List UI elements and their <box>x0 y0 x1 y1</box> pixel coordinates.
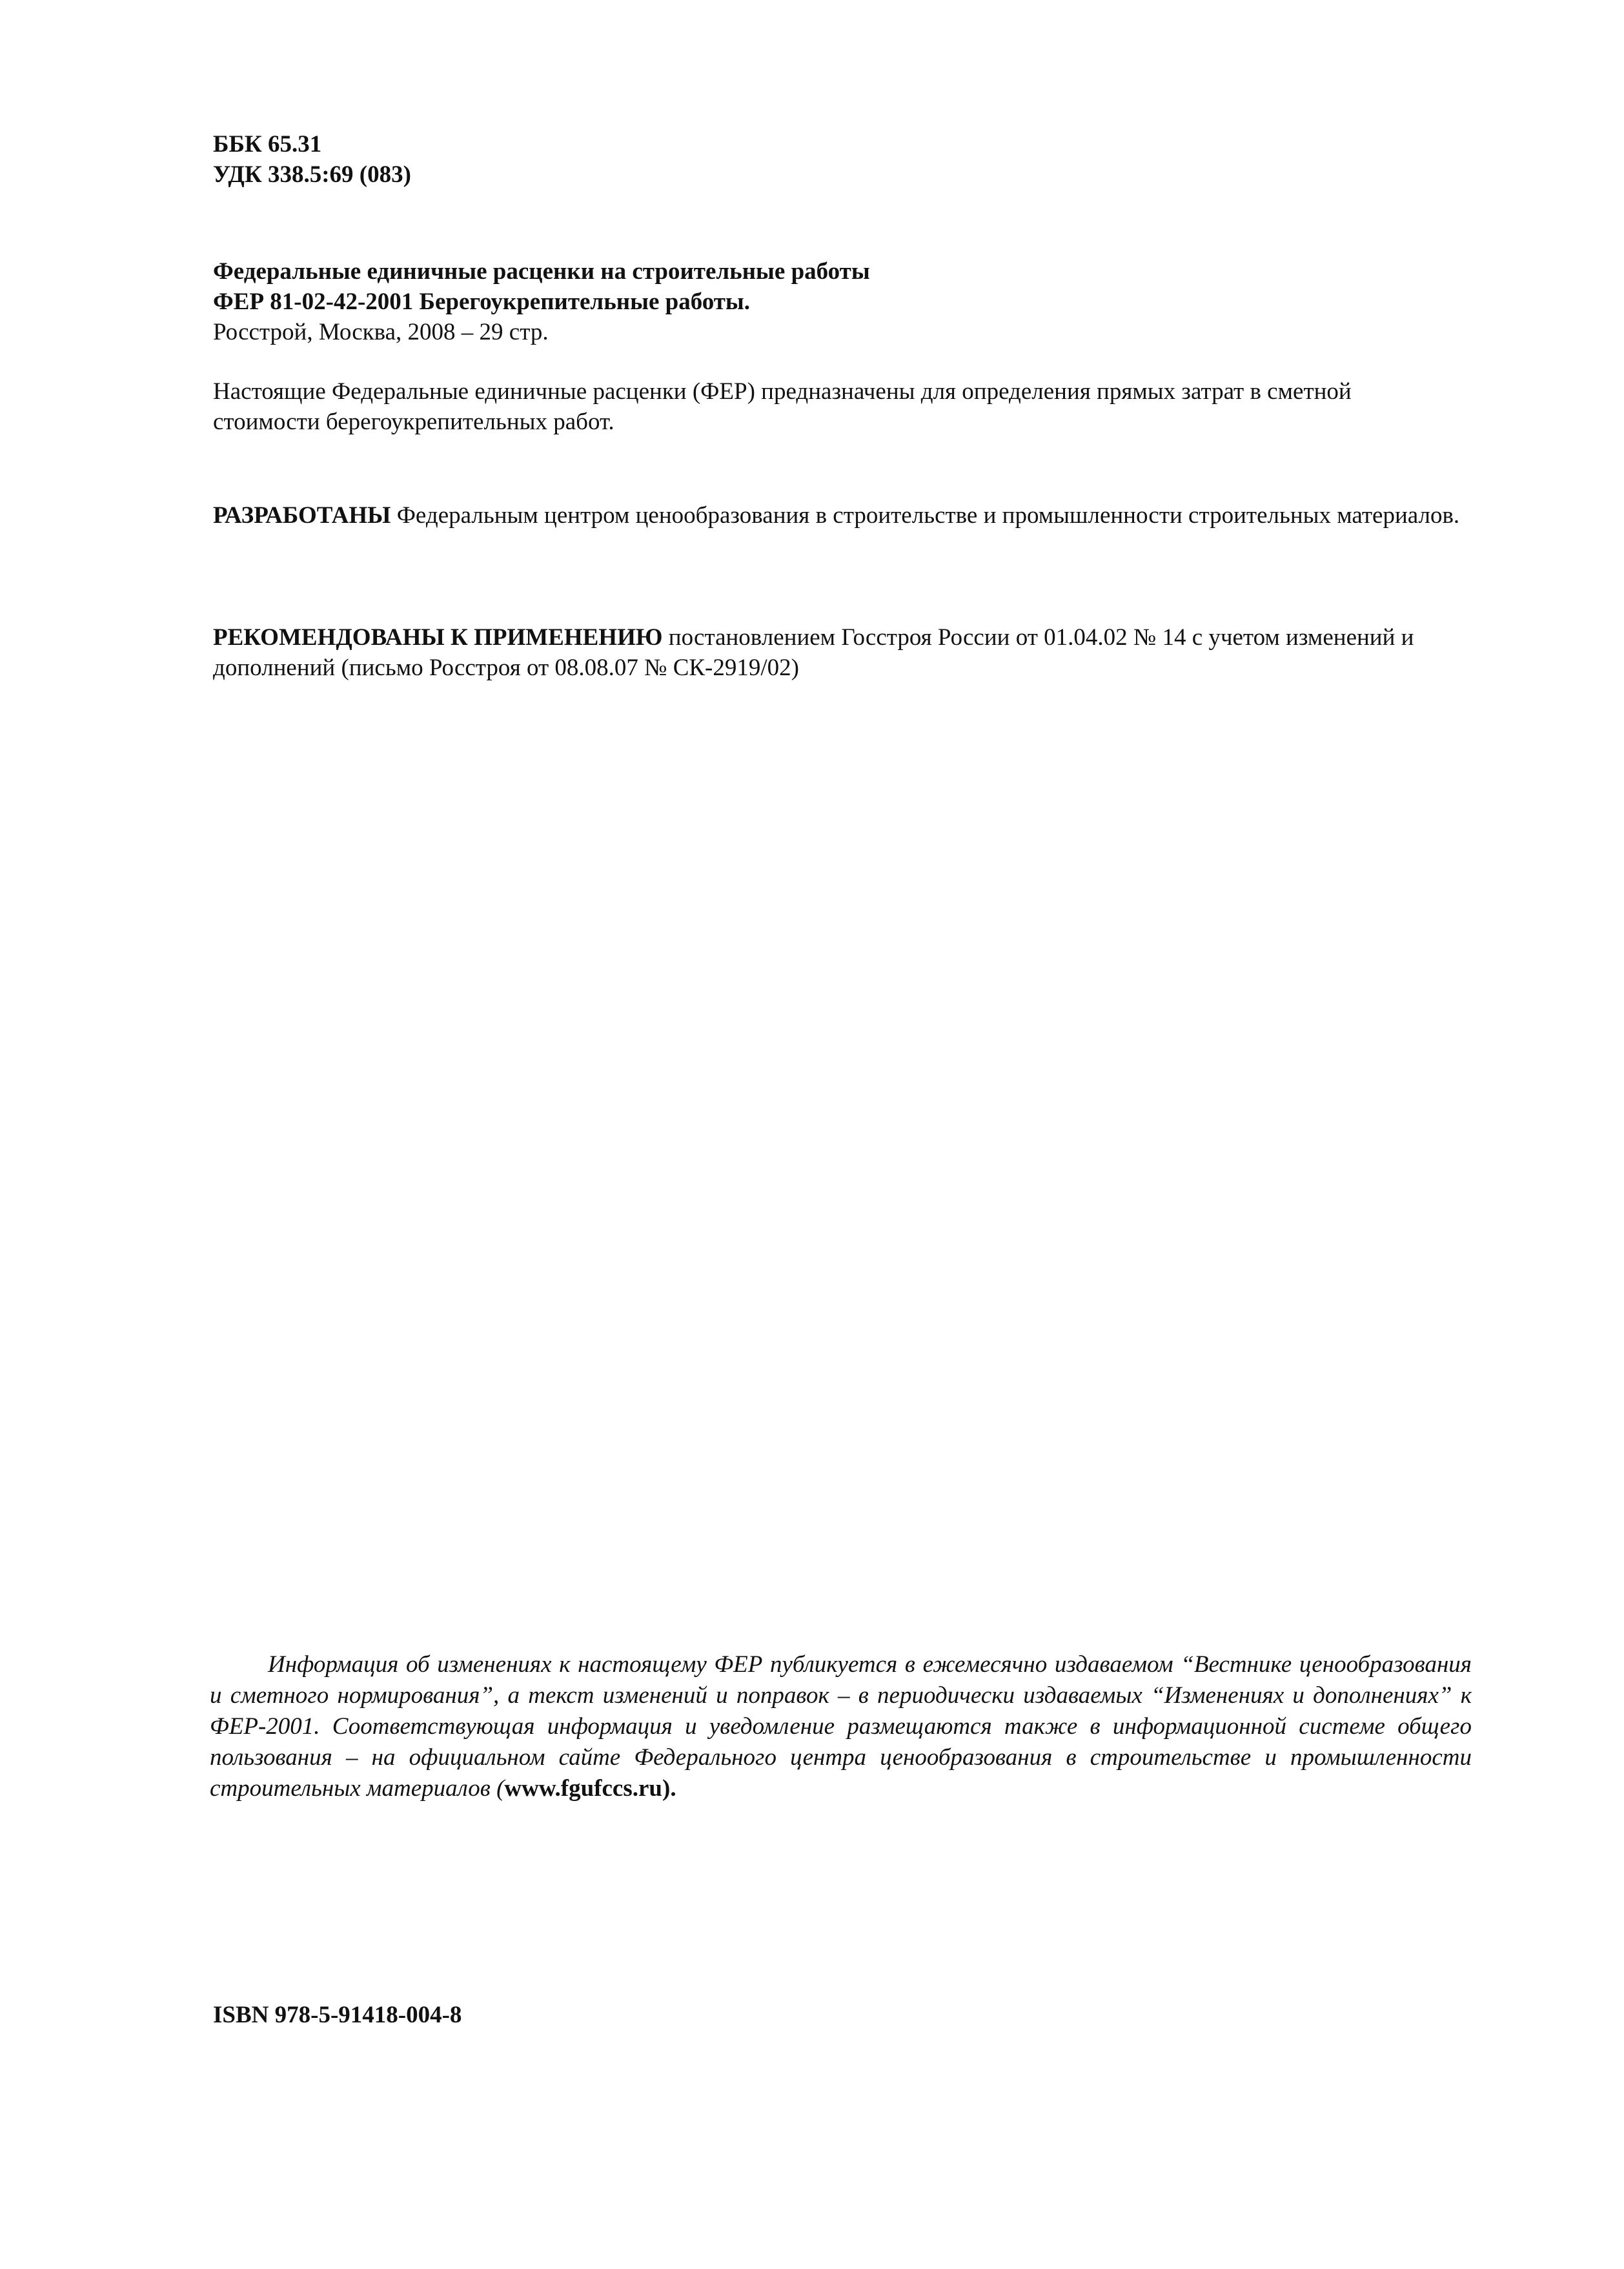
document-subtitle: ФЕР 81-02-42-2001 Берегоукрепительные работы. <box>213 289 751 315</box>
isbn: ISBN 978-5-91418-004-8 <box>213 2002 462 2028</box>
udk-code: УДК 338.5:69 (083) <box>213 161 411 188</box>
recommended-paragraph <box>213 622 1491 683</box>
info-tail: ). <box>662 1775 676 1802</box>
recommended-label: РЕКОМЕНДОВАНЫ К ПРИМЕНЕНИЮ <box>213 624 663 651</box>
document-title: Федеральные единичные расценки на строительные работы <box>213 258 870 285</box>
developed-paragraph <box>213 500 1485 531</box>
publisher-line: Росстрой, Москва, 2008 – 29 стр. <box>213 319 549 345</box>
bbk-code: ББК 65.31 <box>213 131 322 158</box>
developed-text: Федеральным центром ценообразования в строительстве и промышленности строительных материалов. <box>391 502 1460 529</box>
website-link[interactable]: www.fgufccs.ru <box>504 1775 662 1802</box>
info-paragraph <box>210 1649 1472 1804</box>
title-block <box>213 256 1491 347</box>
classification-codes <box>213 129 1491 190</box>
info-text: Информация об изменениях к настоящему ФЕР публикуется в ежемесячно издаваемом “Вестнике ценообразования и сметного нормирования”, а текст изменений и поправок – в периодически издаваемых “Изменениях и дополнениях” к ФЕР-2001. Соответствующая информация и уведомление размещаются также в информационной системе общего пользования – на официальном сайте Федерального центра ценообразования в строительстве и промышленности строительных материалов ( <box>210 1651 1472 1802</box>
purpose-paragraph: Настоящие Федеральные единичные расценки (ФЕР) предназначены для определения прямых затрат в сметной стоимости берегоукрепительных работ. <box>213 378 1352 435</box>
recommended-text: постановлением Госстроя России от 01.04.02 № 14 с учетом изменений и дополнений (письмо Росстроя от 08.08.07 № СК-2919/02) <box>213 624 1414 681</box>
developed-label: РАЗРАБОТАНЫ <box>213 502 391 529</box>
